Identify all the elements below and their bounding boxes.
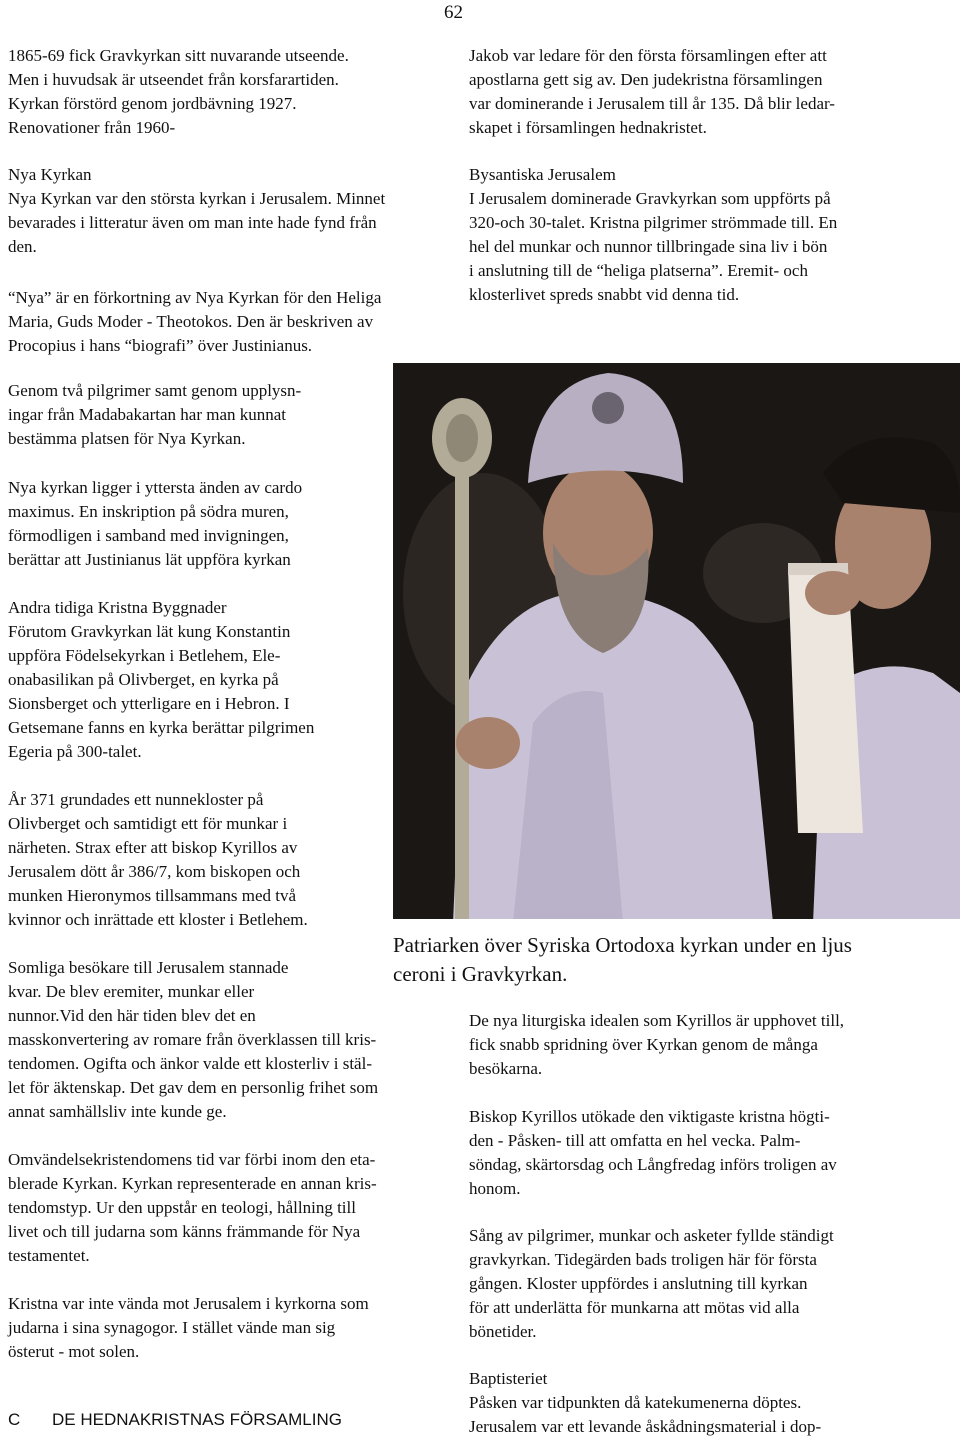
- text-line: bevarades i litteratur även om man inte hade fynd från: [8, 213, 377, 232]
- text-line: förmodligen i samband med invigningen,: [8, 526, 289, 545]
- text-line: närheten. Strax efter att biskop Kyrillos av: [8, 838, 298, 857]
- text-line: uppföra Födelsekyrkan i Betlehem, Ele-: [8, 646, 281, 665]
- text-line: Olivberget och samtidigt ett för munkar i: [8, 814, 288, 833]
- page-footer: [8, 1410, 342, 1430]
- text-line: onabasilikan på Olivberget, en kyrka på: [8, 670, 279, 689]
- footer-letter: C: [8, 1410, 21, 1429]
- text-line: maximus. En inskription på södra muren,: [8, 502, 289, 521]
- paragraph-liturgy: [469, 1009, 844, 1081]
- photo-illustration: [393, 363, 960, 919]
- text-line: Egeria på 300-talet.: [8, 742, 142, 761]
- text-line: Maria, Guds Moder - Theotokos. Den är beskriven av: [8, 312, 374, 331]
- text-line: Biskop Kyrillos utökade den viktigaste kristna högti-: [469, 1107, 830, 1126]
- text-line: ingar från Madabakartan har man kunnat: [8, 405, 287, 424]
- text-line: Kristna var inte vända mot Jerusalem i kyrkorna som: [8, 1294, 369, 1313]
- text-line: “Nya” är en förkortning av Nya Kyrkan för den Heliga: [8, 288, 382, 307]
- text-line: Jerusalem dött år 386/7, kom biskopen och: [8, 862, 301, 881]
- paragraph-early-buildings: [8, 596, 314, 764]
- paragraph-song: [469, 1224, 834, 1344]
- text-line: var dominerande i Jerusalem till år 135. Då blir ledar-: [469, 94, 835, 113]
- text-line: nunnor.Vid den här tiden blev det en: [8, 1006, 256, 1025]
- text-line: I Jerusalem dominerade Gravkyrkan som uppförts på: [469, 189, 831, 208]
- text-line: besökarna.: [469, 1059, 543, 1078]
- text-line: 320-och 30-talet. Kristna pilgrimer strömmade till. En: [469, 213, 838, 232]
- text-line: Förutom Gravkyrkan lät kung Konstantin: [8, 622, 291, 641]
- paragraph-orientation: [8, 1292, 369, 1364]
- paragraph-visitors: [8, 956, 378, 1124]
- section-heading: Bysantiska Jerusalem: [469, 165, 616, 184]
- text-line: Somliga besökare till Jerusalem stannade: [8, 958, 289, 977]
- text-line: Nya Kyrkan var den största kyrkan i Jerusalem. Minnet: [8, 189, 386, 208]
- text-line: gången. Kloster uppfördes i anslutning till kyrkan: [469, 1274, 808, 1293]
- text-line: 1865-69 fick Gravkyrkan sitt nuvarande utseende.: [8, 46, 349, 65]
- paragraph-jakob: [469, 44, 835, 140]
- caption-line: Patriarken över Syriska Ortodoxa kyrkan under en ljus: [393, 933, 852, 957]
- text-line: Procopius i hans “biografi” över Justinianus.: [8, 336, 313, 355]
- paragraph-renovation: [8, 44, 349, 140]
- text-line: klosterlivet spreds snabbt vid denna tid.: [469, 285, 740, 304]
- text-line: hel del munkar och nunnor tillbringade sina liv i bön: [469, 237, 828, 256]
- page-number: 62: [444, 2, 463, 23]
- text-line: munken Hieronymos tillsammans med två: [8, 886, 297, 905]
- text-line: År 371 grundades ett nunnekloster på: [8, 790, 264, 809]
- paragraph-conversion: [8, 1148, 377, 1268]
- paragraph-byzantine: [469, 163, 837, 307]
- text-line: Jakob var ledare för den första församlingen efter att: [469, 46, 827, 65]
- text-line: tendomstyp. Ur den uppstår en teologi, hållning till: [8, 1198, 356, 1217]
- paragraph-pilgrims: [8, 379, 301, 451]
- text-line: bönetider.: [469, 1322, 537, 1341]
- paragraph-easter: [469, 1105, 837, 1201]
- text-line: annat samhällsliv inte kunde ge.: [8, 1102, 227, 1121]
- text-line: kvar. De blev eremiter, munkar eller: [8, 982, 255, 1001]
- text-line: den.: [8, 237, 37, 256]
- paragraph-nunnery: [8, 788, 308, 932]
- text-line: Kyrkan förstörd genom jordbävning 1927.: [8, 94, 297, 113]
- paragraph-baptistery: [469, 1367, 821, 1439]
- text-line: i anslutning till de “heliga platserna”. Eremit- och: [469, 261, 808, 280]
- photo-caption: [393, 931, 852, 989]
- text-line: för att underlätta för munkarna att mötas vid alla: [469, 1298, 800, 1317]
- text-line: masskonvertering av romare från överklassen till kris-: [8, 1030, 377, 1049]
- section-heading: Baptisteriet: [469, 1369, 548, 1388]
- caption-line: ceroni i Gravkyrkan.: [393, 962, 568, 986]
- text-line: Getsemane fanns en kyrka berättar pilgrimen: [8, 718, 315, 737]
- patriarch-photo: [393, 363, 960, 919]
- paragraph-nya-kyrkan: [8, 163, 385, 259]
- text-line: söndag, skärtorsdag och Långfredag införs troligen av: [469, 1155, 837, 1174]
- text-line: Men i huvudsak är utseendet från korsfarartiden.: [8, 70, 339, 89]
- paragraph-cardo: [8, 476, 302, 572]
- text-line: skapet i församlingen hednakristet.: [469, 118, 707, 137]
- text-line: livet och till judarna som känns främmande för Nya: [8, 1222, 361, 1241]
- text-line: den - Påsken- till att omfatta en hel vecka. Palm-: [469, 1131, 801, 1150]
- footer-title: DE HEDNAKRISTNAS FÖRSAMLING: [52, 1410, 342, 1429]
- text-line: honom.: [469, 1179, 521, 1198]
- text-line: judarna i sina synagogor. I stället vände man sig: [8, 1318, 336, 1337]
- section-heading: Nya Kyrkan: [8, 165, 92, 184]
- text-line: Jerusalem var ett levande åskådningsmaterial i dop-: [469, 1417, 822, 1436]
- text-line: Påsken var tidpunkten då katekumenerna döptes.: [469, 1393, 802, 1412]
- text-line: kvinnor och inrättade ett kloster i Betlehem.: [8, 910, 308, 929]
- text-line: Renovationer från 1960-: [8, 118, 176, 137]
- text-line: Sång av pilgrimer, munkar och asketer fyllde ständigt: [469, 1226, 834, 1245]
- text-line: Sionsberget och ytterligare en i Hebron. I: [8, 694, 290, 713]
- text-line: fick snabb spridning över Kyrkan genom de många: [469, 1035, 818, 1054]
- text-line: österut - mot solen.: [8, 1342, 140, 1361]
- text-line: De nya liturgiska idealen som Kyrillos är upphovet till,: [469, 1011, 845, 1030]
- text-line: let för äktenskap. Det gav dem en personlig frihet som: [8, 1078, 379, 1097]
- text-line: Omvändelsekristendomens tid var förbi inom den eta-: [8, 1150, 376, 1169]
- text-line: Genom två pilgrimer samt genom upplysn-: [8, 381, 302, 400]
- paragraph-nya-abbreviation: [8, 286, 381, 358]
- section-heading: Andra tidiga Kristna Byggnader: [8, 598, 227, 617]
- text-line: blerade Kyrkan. Kyrkan representerade en annan kris-: [8, 1174, 377, 1193]
- text-line: berättar att Justinianus lät uppföra kyrkan: [8, 550, 291, 569]
- text-line: Nya kyrkan ligger i yttersta änden av cardo: [8, 478, 303, 497]
- text-line: testamentet.: [8, 1246, 90, 1265]
- text-line: tendomen. Ogifta och änkor valde ett klosterliv i stäl-: [8, 1054, 372, 1073]
- text-line: apostlarna gett sig av. Den judekristna församlingen: [469, 70, 823, 89]
- text-line: bestämma platsen för Nya Kyrkan.: [8, 429, 246, 448]
- text-line: gravkyrkan. Tidegärden bads troligen här för första: [469, 1250, 817, 1269]
